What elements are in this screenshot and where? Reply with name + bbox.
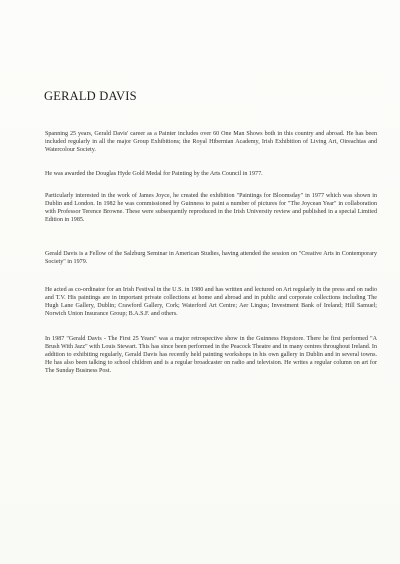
paragraph-joyce: Particularly interested in the work of James Joyce, he created the exhibition "Paintings for Bloomsday" in 1977 which was shown in Dublin and London. In 1982 he was commissioned by Guinness to paint a number of pictures for "The Joycean Year" in collaboration with Professor Terence Browne. These were subsequently reproduced in the Irish University review and published in a special Limited Edition in 1985.: [45, 193, 377, 224]
paragraph-career: Spanning 25 years, Gerald Davis' career as a Painter includes over 60 One Man Shows both in this country and abroad. He has been included regularly in all the major Group Exhibitions; the Royal Hibernian Academy, Irish Exhibition of Living Art, Oireachtas and Watercolour Society.: [45, 131, 377, 154]
paragraph-salzburg: Gerald Davis is a Fellow of the Salzburg Seminar in American Studies, having attended the session on "Creative Arts in Contemporary Society" in 1979.: [45, 251, 377, 266]
paragraph-collections: He acted as co-ordinator for an Irish Festival in the U.S. in 1980 and has written and lectured on Art regularly in the press and on radio and T.V. His paintings are in important private collections at home and abroad and in public and corporate collections including The Hugh Lane Gallery, Dublin; Crawford Gallery, Cork; Waterford Art Centre; Aer Lingus; Investment Bank of Ireland; Hill Samuel; Norwich Union Insurance Group; B.A.S.F. and others.: [45, 287, 377, 318]
paragraph-retrospective: In 1987 "Gerald Davis - The First 25 Years" was a major retrospective show in the Guinness Hopstore. There he first performed "A Brush With Jazz" with Louis Stewart. This has since been performed in the Peacock Theatre and in many centres throughout Ireland. In addition to exhibiting regularly, Gerald Davis has recently held painting workshops in his own gallery in Dublin and in several towns. He has also been talking to school children and is a regular broadcaster on radio and television. He writes a regular column on art for The Sunday Business Post.: [45, 336, 377, 375]
paragraph-award: He was awarded the Douglas Hyde Gold Medal for Painting by the Arts Council in 1977.: [45, 171, 263, 178]
page-title: GERALD DAVIS: [44, 89, 137, 103]
